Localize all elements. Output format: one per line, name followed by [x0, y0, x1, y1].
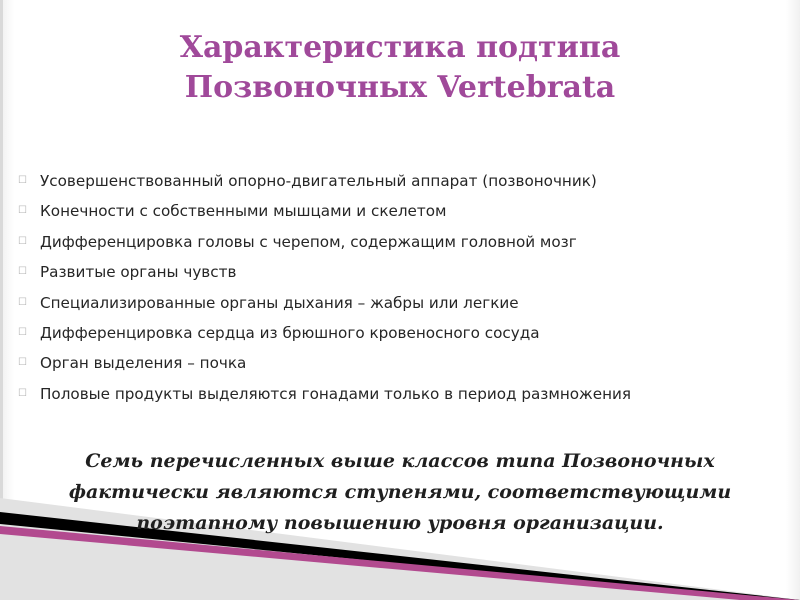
bullet-item: [14, 288, 774, 318]
conclusion-line-3: поэтапному повышению уровня организации.: [136, 512, 664, 534]
square-outline-bullet-icon: ☐: [18, 205, 27, 217]
square-outline-bullet-icon: ☐: [18, 296, 27, 308]
bullet-text: Дифференцировка сердца из брюшного кровеносного сосуда: [40, 323, 540, 342]
bullet-item: [14, 196, 774, 226]
square-outline-bullet-icon: ☐: [18, 235, 27, 247]
square-outline-bullet-icon: ☐: [18, 357, 27, 369]
slide-title-line-1: Характеристика подтипа: [179, 30, 621, 65]
bullet-text: Конечности с собственными мышцами и скелетом: [40, 202, 447, 221]
bullet-item: [14, 166, 774, 196]
bullet-item: [14, 318, 774, 348]
square-outline-bullet-icon: ☐: [18, 266, 27, 278]
square-outline-bullet-icon: ☐: [18, 175, 27, 186]
bullet-text: Усовершенствованный опорно-двигательный аппарат (позвоночник): [40, 172, 597, 190]
bullet-text: Половые продукты выделяются гонадами только в период размножения: [40, 384, 631, 403]
conclusion-text: [0, 446, 800, 539]
bullet-list: [14, 166, 774, 409]
bullet-text: Развитые органы чувств: [40, 263, 237, 282]
square-outline-bullet-icon: ☐: [18, 387, 27, 399]
conclusion-line-1: Семь перечисленных выше классов типа Позвоночных: [85, 450, 715, 472]
bullet-item: [14, 348, 774, 378]
slide-title-line-2: Позвоночных Vertebrata: [184, 70, 616, 105]
conclusion-line-2: фактически являются ступенями, соответствующими: [68, 481, 732, 503]
square-outline-bullet-icon: ☐: [18, 326, 27, 338]
bullet-text: Специализированные органы дыхания – жабры или легкие: [40, 293, 519, 312]
bullet-text: Дифференцировка головы с черепом, содержащим головной мозг: [40, 232, 577, 251]
bullet-item: [14, 257, 774, 287]
bullet-item: [14, 227, 774, 257]
bullet-item: [14, 379, 774, 409]
slide-title: [0, 28, 800, 108]
bullet-text: Орган выделения – почка: [40, 354, 247, 373]
